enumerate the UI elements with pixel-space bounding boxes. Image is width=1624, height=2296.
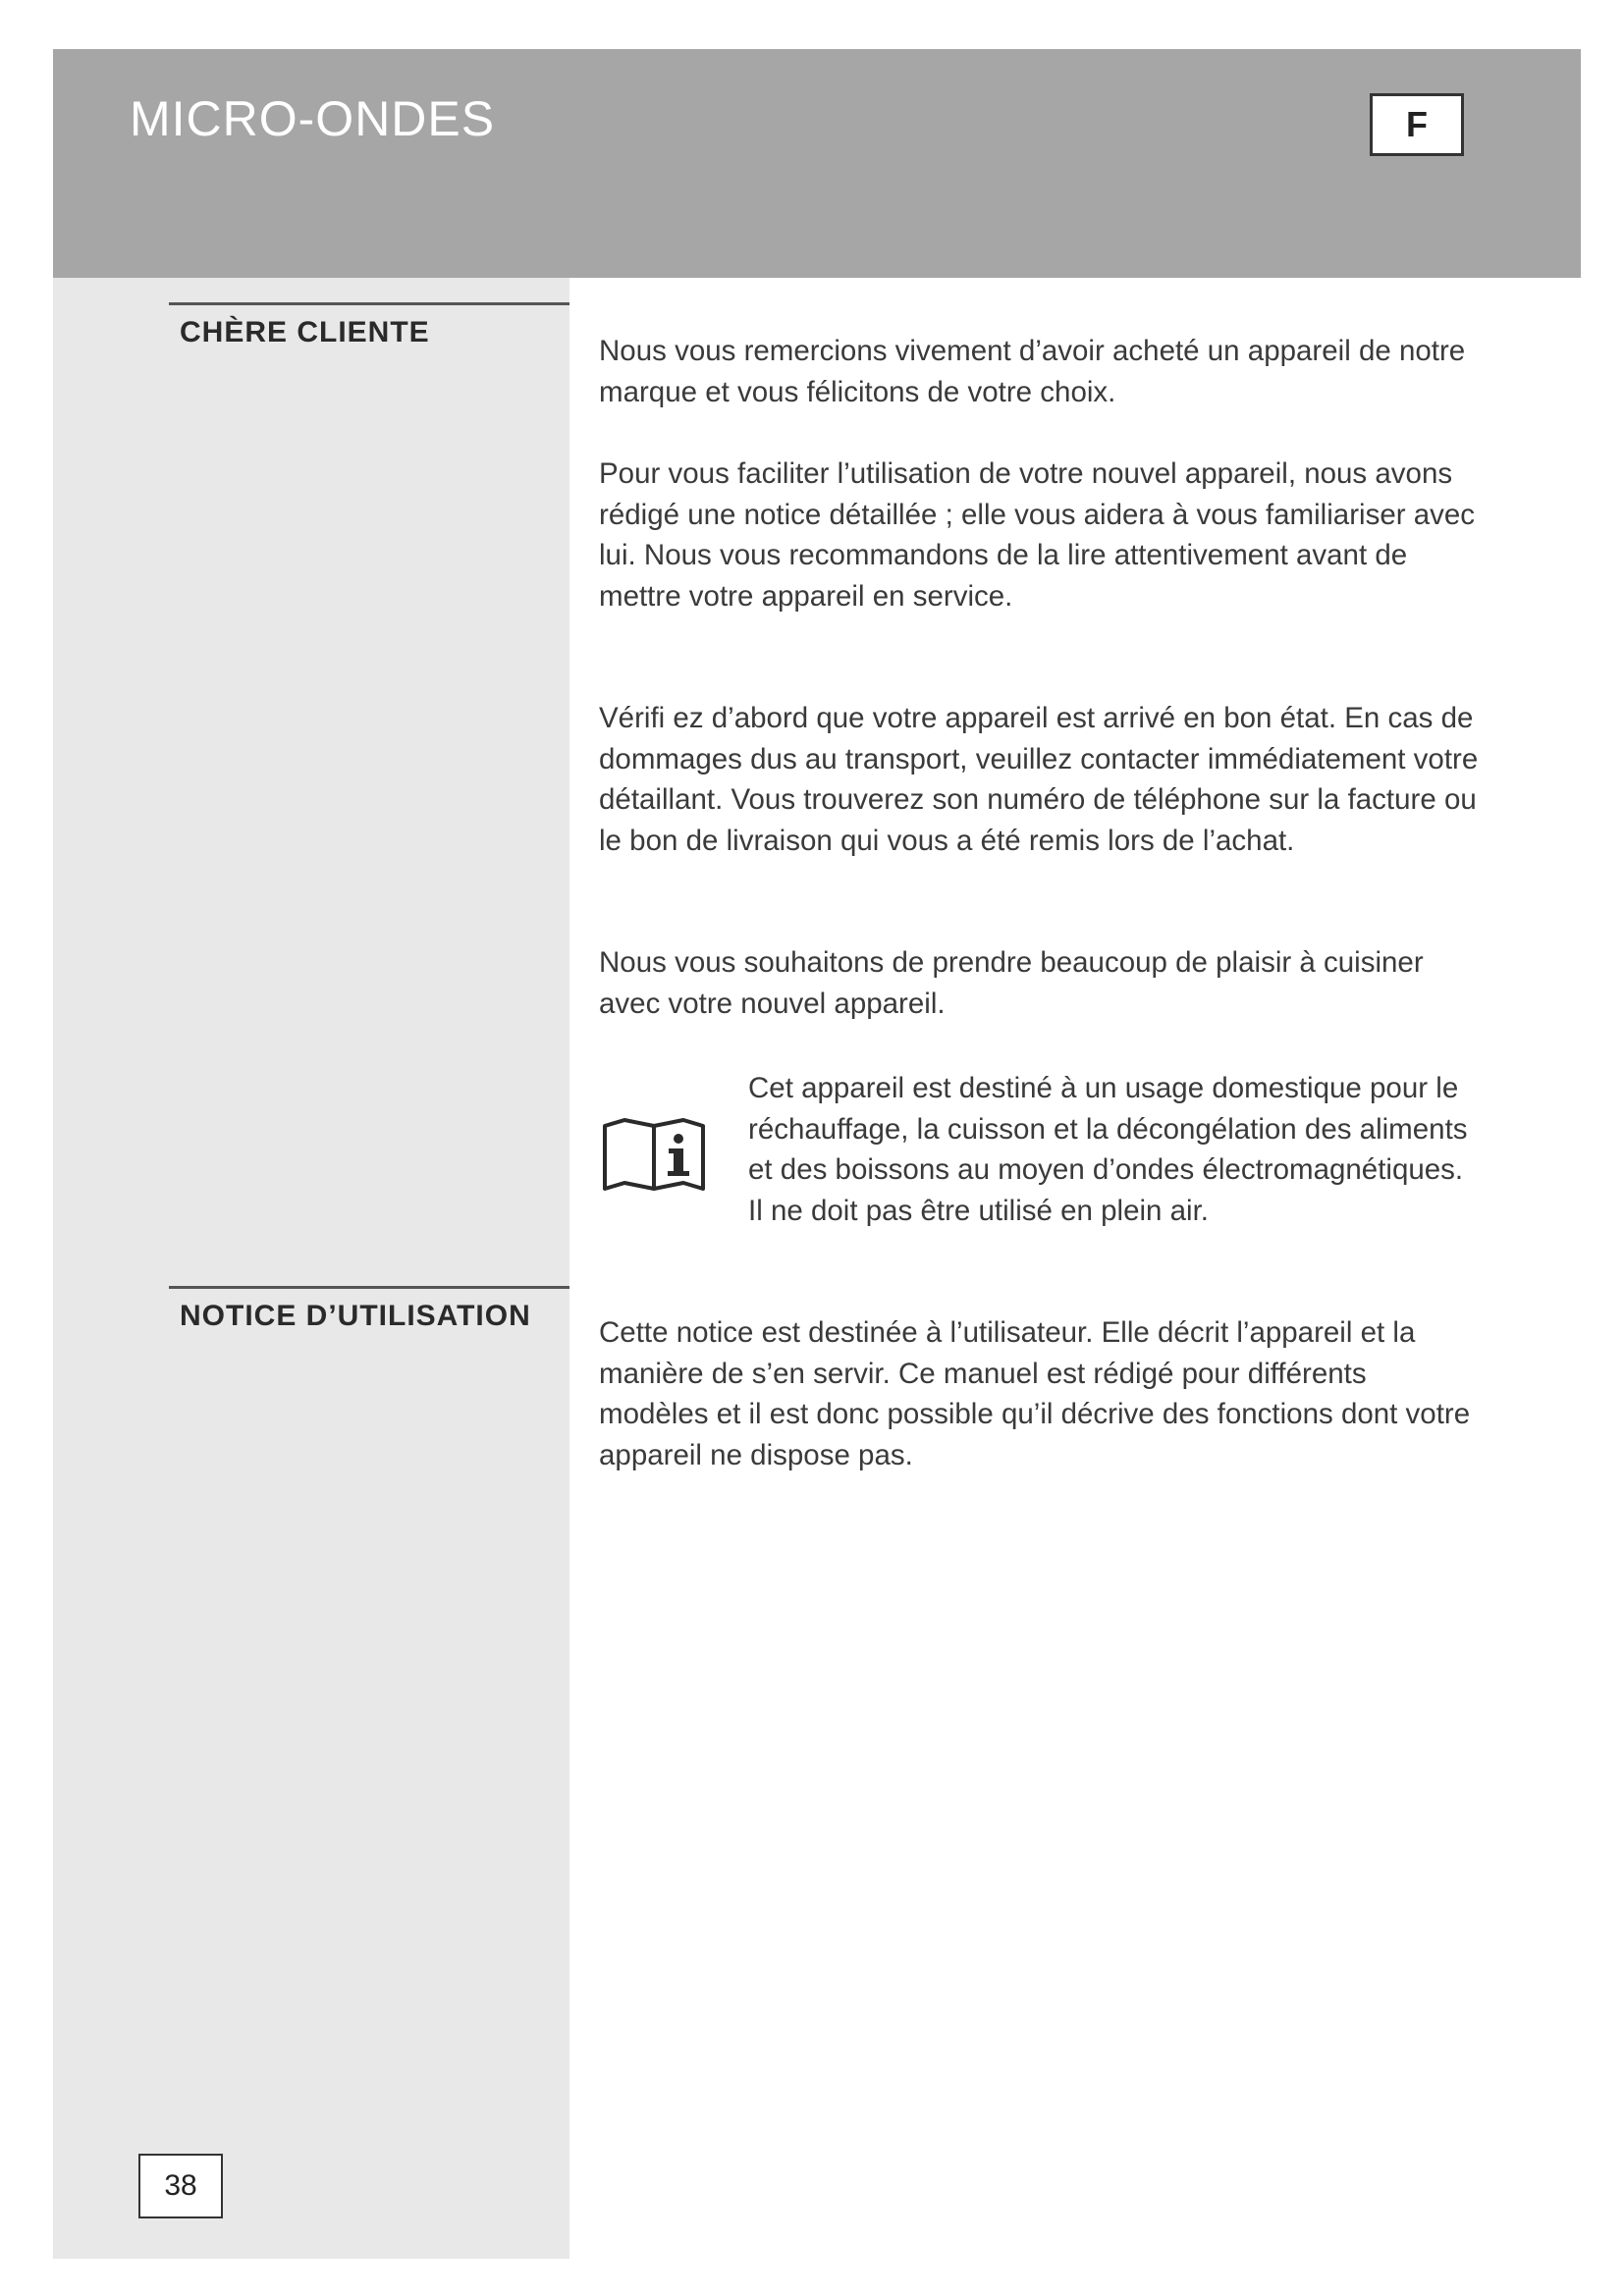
section-heading-notice: NOTICE D’UTILISATION bbox=[180, 1300, 531, 1332]
section-divider bbox=[169, 302, 569, 305]
notice-paragraph bbox=[599, 1312, 1483, 1475]
page-number: 38 bbox=[138, 2154, 223, 2218]
paragraph-text: Nous vous remercions vivement d’avoir acheté un appareil de notre marque et vous félicitons de votre choix. bbox=[599, 335, 1466, 408]
sidebar bbox=[53, 278, 569, 2259]
paragraph-text: Pour vous faciliter l’utilisation de votre nouvel appareil, nous avons rédigé une notice détaillée ; elle vous aidera à vous familiariser avec lui. Nous vous recommandons de la lire attentivement avant de mettre votre appareil en service. bbox=[599, 457, 1476, 613]
paragraph-text: Cette notice est destinée à l’utilisateur. Elle décrit l’appareil et la manière de s’en servir. Ce manuel est rédigé pour différents modèles et il est donc possible qu’il décrive des fonctions dont votre appareil ne dispose pas. bbox=[599, 1316, 1471, 1471]
info-note-text-2: Il ne doit pas être utilisé en plein air. bbox=[748, 1194, 1210, 1227]
language-badge: F bbox=[1370, 93, 1464, 156]
header-bar bbox=[53, 49, 1581, 278]
manual-info-icon bbox=[601, 1116, 707, 1193]
info-note-text: Cet appareil est destiné à un usage domestique pour le réchauffage, la cuisson et la décongélation des aliments et des boissons au moyen d’ondes électromagnétiques. bbox=[748, 1072, 1468, 1187]
paragraph-text: Vérifi ez d’abord que votre appareil est arrivé en bon état. En cas de dommages dus au transport, veuillez contacter immédiatement votre détaillant. Vous trouverez son numéro de téléphone sur la facture ou le bon de livraison qui vous a été remis lors de l’achat. bbox=[599, 702, 1479, 857]
section-heading-chere-cliente: CHÈRE CLIENTE bbox=[180, 316, 430, 348]
paragraph-text: Nous vous souhaitons de prendre beaucoup de plaisir à cuisiner avec votre nouvel appareil. bbox=[599, 946, 1424, 1020]
page-title: MICRO-ONDES bbox=[130, 91, 496, 146]
section-divider bbox=[169, 1286, 569, 1289]
intro-paragraph bbox=[599, 942, 1483, 1024]
info-note bbox=[748, 1068, 1494, 1231]
intro-paragraph bbox=[599, 698, 1483, 861]
intro-paragraph bbox=[599, 454, 1483, 616]
intro-paragraph bbox=[599, 331, 1483, 412]
